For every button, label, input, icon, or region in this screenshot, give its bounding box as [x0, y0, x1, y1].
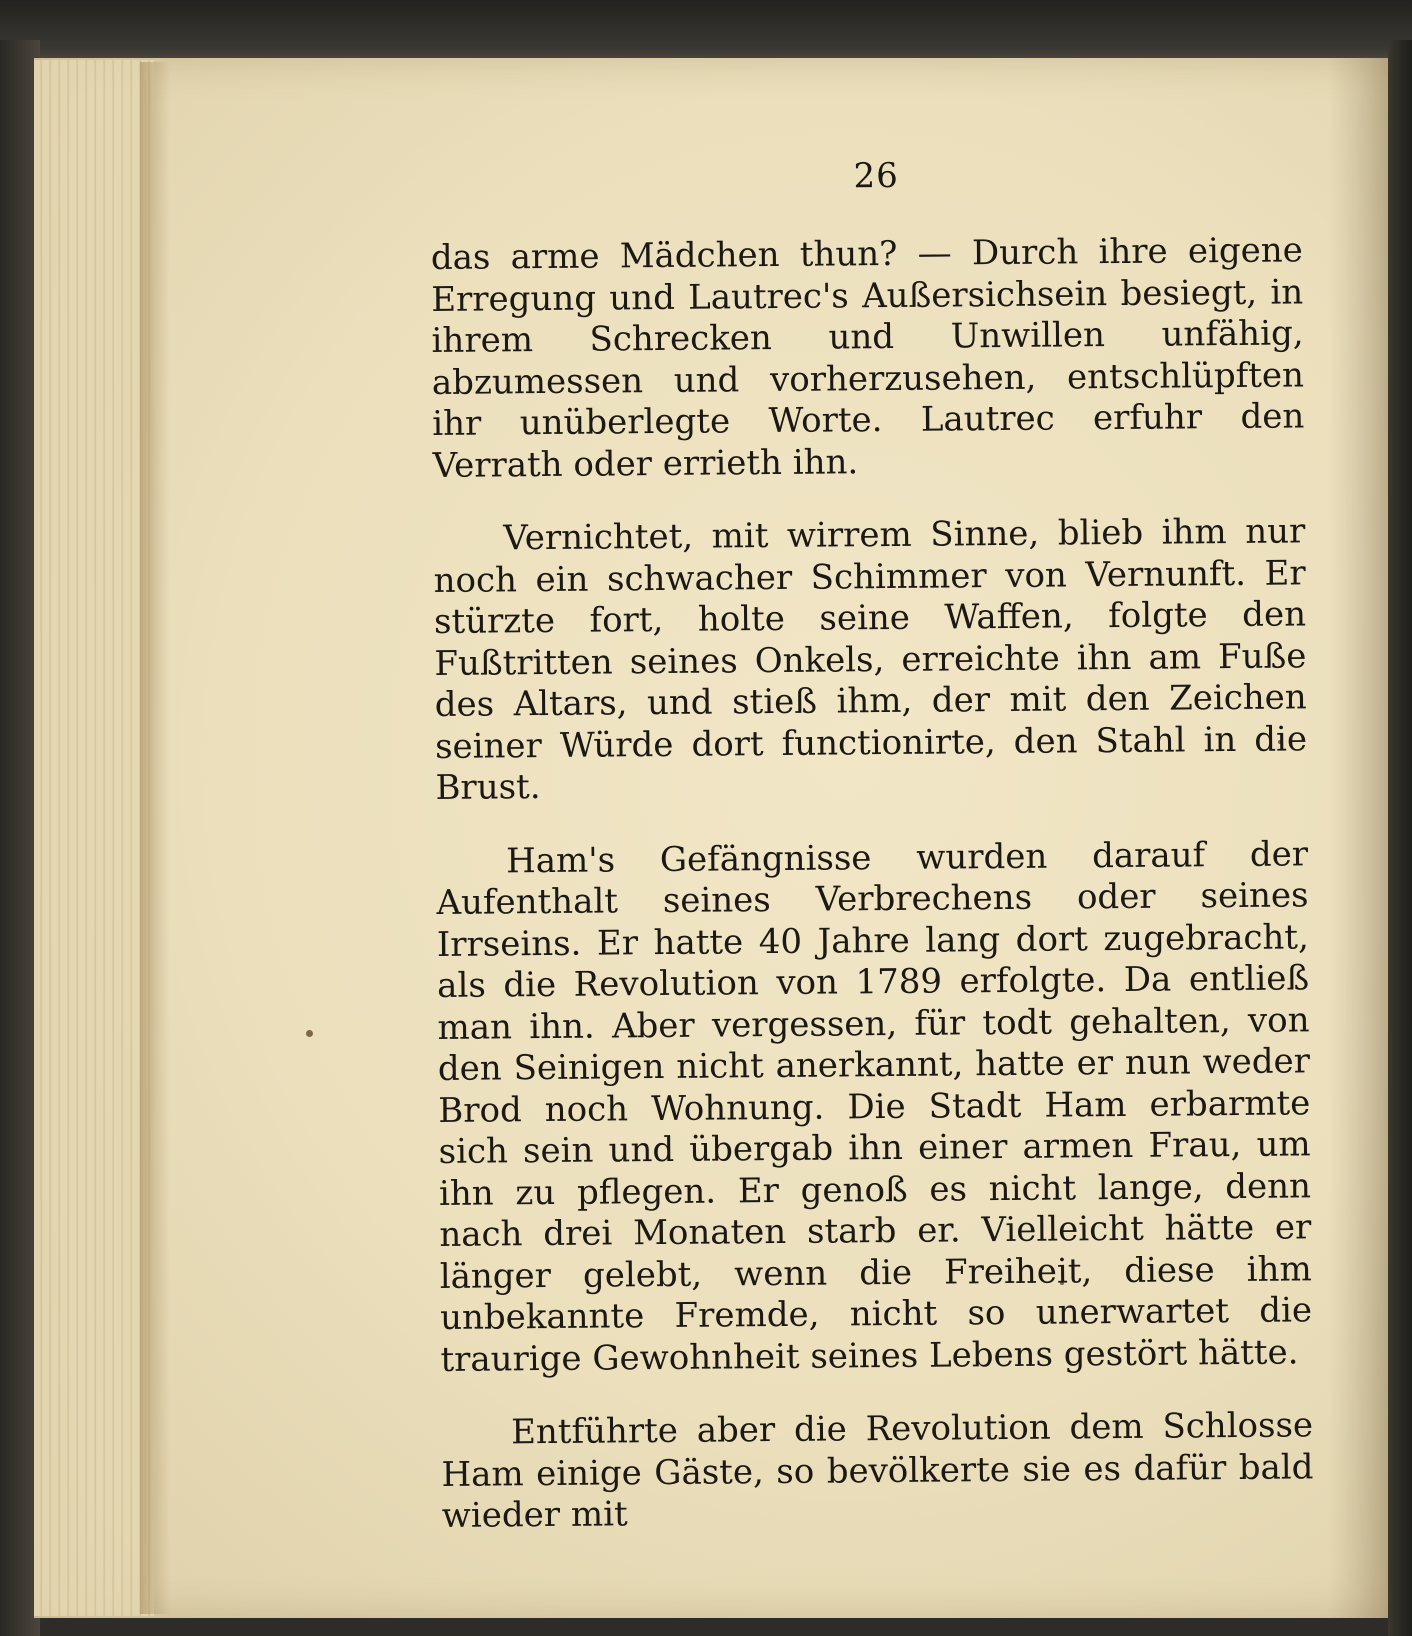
paper-speck — [306, 1030, 313, 1037]
book-cover-right-edge — [1388, 40, 1412, 1636]
page-number: 26 — [853, 155, 899, 197]
paragraph-1: das arme Mädchen thun? — Durch ihre eigene Erregung und Lautrec's Außersichsein besiegt, in ihrem Schrecken und Unwillen unfähig, abzumessen und vorherzusehen, entschlüpften ihr unüberlegte Worte. Lautrec erfuhr den Verrath oder errieth ihn. — [430, 230, 1305, 486]
page-gutter-shadow — [140, 62, 170, 1614]
text-block — [430, 152, 1314, 1569]
paragraph-2: Vernichtet, mit wirrem Sinne, blieb ihm nur noch ein schwacher Schimmer von Vernunft. Er stürzte fort, holte seine Waffen, folgte den Fußtritten seines Onkels, erreichte ihn am Fuße des Altars, und stieß ihm, der mit den Zeichen seiner Würde dort functionirte, den Stahl in die Brust. — [433, 511, 1308, 808]
paragraph-3: Ham's Gefängnisse wurden darauf der Aufenthalt seines Verbrechens oder seines Irrseins. Er hatte 40 Jahre lang dort zugebracht, als die Revolution von 1789 erfolgte. Da entließ man ihn. Aber vergessen, für todt gehalten, von den Seinigen nicht anerkannt, hatte er nun weder Brod noch Wohnung. Die Stadt Ham erbarmte sich sein und übergab ihn einer armen Frau, um ihn zu pflegen. Er genoß es nicht lange, denn nach drei Monaten starb er. Vielleicht hätte er länger gelebt, wenn die Freiheit, diese ihm unbekannte Fremde, nicht so unerwartet die traurige Gewohnheit seines Lebens gestört hätte. — [436, 833, 1313, 1380]
paragraph-4: Entführte aber die Revolution dem Schlosse Ham einige Gäste, so bevölkerte sie es dafür bald wieder mit — [441, 1405, 1314, 1536]
page-right-shadow — [1328, 58, 1388, 1618]
page-edges-stack — [34, 60, 154, 1616]
